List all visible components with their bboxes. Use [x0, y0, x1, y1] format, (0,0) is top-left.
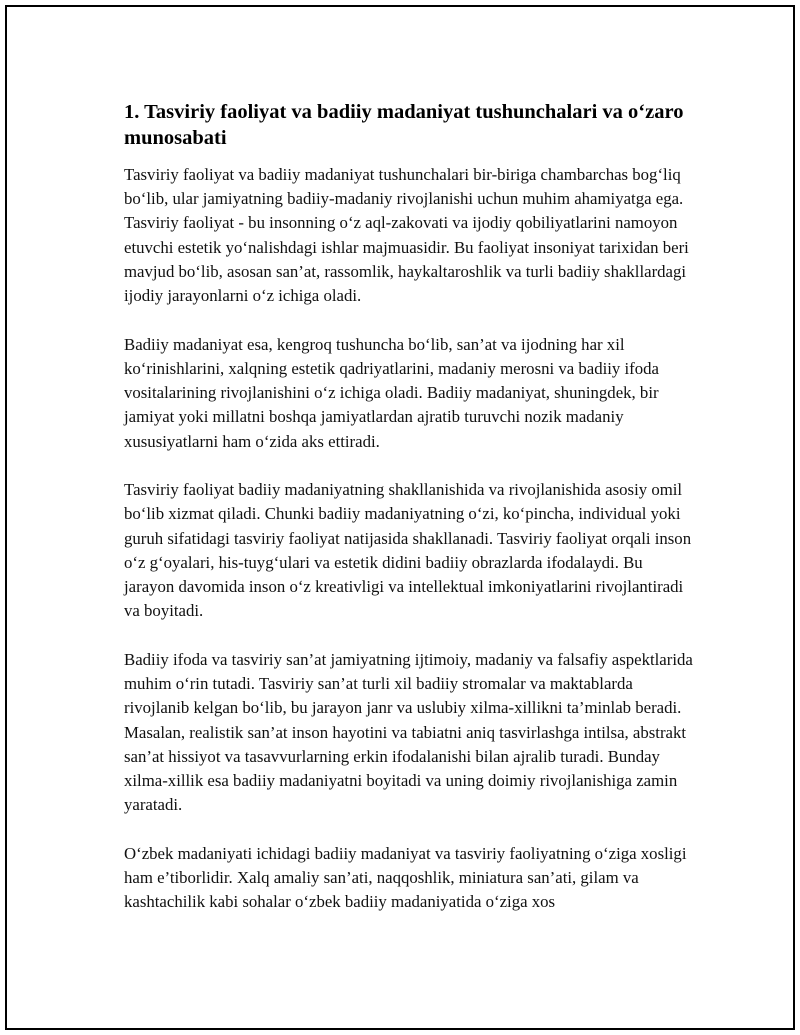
paragraph-5: O‘zbek madaniyati ichidagi badiiy madaniyat va tasviriy faoliyatning o‘ziga xosligi ham e’tiborlidir. Xalq amaliy san’ati, naqqoshlik, miniatura san’ati, gilam va kashtachilik kabi sohalar o‘zbek badiiy madaniyatida o‘ziga xos: [124, 843, 687, 912]
paragraph-4: Badiiy ifoda va tasviriy san’at jamiyatning ijtimoiy, madaniy va falsafiy aspektlarida muhim o‘rin tutadi. Tasviriy san’at turli xil badiiy stromalar va maktablarda rivojlanib kelgan bo‘lib, bu jarayon janr va uslubiy xilma-xillikni ta’minlab beradi. Masalan, realistik san’at inson hayotini va tabiatni aniq tasvirlashga intilsa, abstrakt san’at hissiyot va tasavvurlarning erkin ifodalanishi bilan ajralib turadi. Bunday xilma-xillik esa badiiy madaniyatni boyitadi va uning doimiy rivojlanishiga zamin yaratadi.: [124, 649, 693, 815]
paragraph-1: Tasviriy faoliyat va badiiy madaniyat tushunchalari bir-biriga chambarchas bog‘liq bo‘lib, ular jamiyatning badiiy-madaniy rivojlanishi uchun muhim ahamiyatga ega. Tasviriy faoliyat - bu insonning o‘z aql-zakovati va ijodiy qobiliyatlarini namoyon etuvchi estetik yo‘nalishdagi ishlar majmuasidir. Bu faoliyat insoniyat tarixidan beri mavjud bo‘lib, asosan san’at, rassomlik, haykaltaroshlik va turli badiiy shakllardagi ijodiy jarayonlarni o‘z ichiga oladi.: [124, 165, 689, 306]
paragraph-3: Tasviriy faoliyat badiiy madaniyatning shakllanishida va rivojlanishida asosiy omil bo‘lib xizmat qiladi. Chunki badiiy madaniyatning o‘zi, ko‘pincha, individual yoki guruh sifatidagi tasviriy faoliyat natijasida shakllanadi. Tasviriy faoliyat orqali inson o‘z g‘oyalari, his-tuyg‘ulari va estetik didini badiiy obrazlarda ifodalaydi. Bu jarayon davomida inson o‘z kreativligi va intellektual imkoniyatlarini rivojlantiradi va boyitadi.: [124, 480, 692, 621]
section-heading: 1. Tasviriy faoliyat va badiiy madaniyat tushunchalari va o‘zaro munosabati: [124, 101, 684, 149]
document-body: [119, 99, 694, 939]
page-frame: [5, 5, 795, 1030]
paragraph-2: Badiiy madaniyat esa, kengroq tushuncha bo‘lib, san’at va ijodning har xil ko‘rinishlarini, xalqning estetik qadriyatlarini, madaniy merosni va badiiy ifoda vositalarining rivojlanishini o‘z ichiga oladi. Badiiy madaniyat, shuningdek, bir jamiyat yoki millatni boshqa jamiyatlardan ajratib turuvchi nozik madaniy xususiyatlarni ham o‘zida aks ettiradi.: [124, 334, 660, 451]
